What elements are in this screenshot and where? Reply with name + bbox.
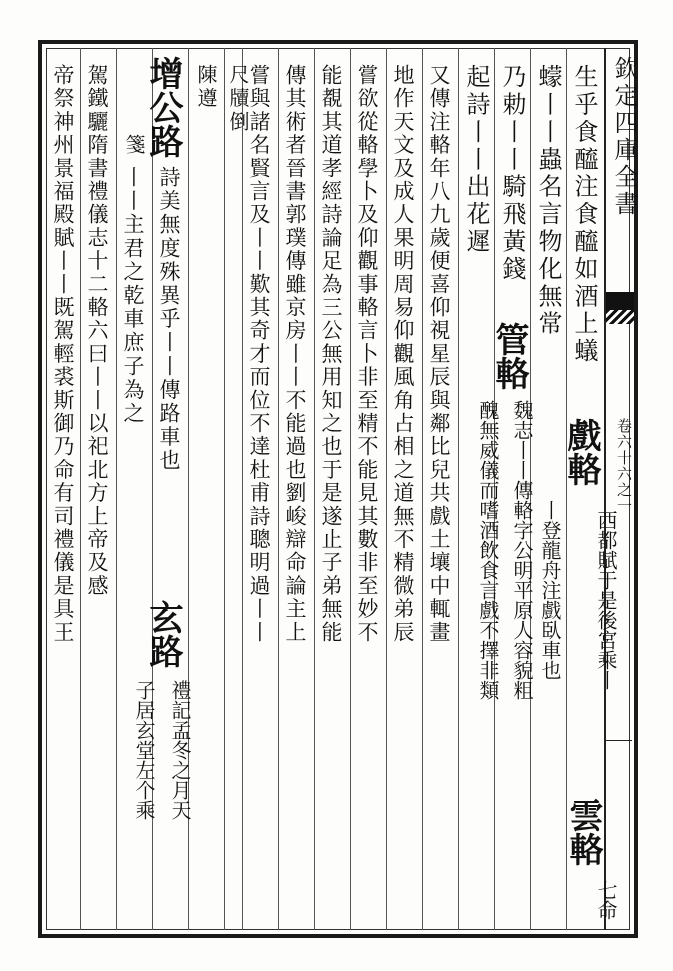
column-rule (80, 48, 81, 930)
text-column-10: 嘗與諸名賢言及丨丨歎其奇才而位不達杜甫詩聰明過丨丨 (247, 64, 271, 644)
strip-rule (606, 740, 632, 741)
text-column-14: 丨丨主君之乾車庶子為之 (121, 166, 145, 426)
text-column-16: 帝祭神州景福殿賦丨丨既駕輕裘斯御乃命有司禮儀是具王 (51, 64, 75, 644)
column-rule (458, 48, 459, 930)
text-column-1: 生乎食醯注食醯如酒上蟻 (570, 64, 598, 366)
text-column-13: 詩美無度殊異乎丨丨傳路車也 (157, 166, 181, 473)
text-column-11: 尺牘倒 (226, 64, 250, 135)
note-yun-lu: 七命 (594, 880, 618, 920)
headword-guan-lu: 管輅 (489, 322, 529, 390)
text-column-5: 又傳注輅年八九歲便喜仰視星辰與鄰比兒共戲土壤中輒畫 (427, 64, 451, 644)
column-rule (350, 48, 351, 930)
library-title: 欽定四庫全書 (610, 56, 638, 218)
column-rule (242, 48, 243, 930)
text-column-4: 起詩丨丨出花遲 (462, 64, 490, 256)
text-column-3: 乃勅丨丨騎飛黃錢 (498, 64, 526, 284)
volume-label: 卷六十六之一 (615, 418, 633, 514)
column-rule (314, 48, 315, 930)
note-guan-lu: 魏志丨丨傳輅字公明平原人容貌粗 (510, 400, 534, 700)
text-column-15: 駕鐵驪隋書禮儀志十二輅六曰丨丨以祀北方上帝及感 (85, 64, 109, 598)
note-xi-lu: 西都賦于是後宮乘丨 (594, 510, 618, 690)
column-rule (278, 48, 279, 930)
headword-xuan-lu: 玄路 (143, 600, 183, 668)
note-guan-lu-2: 醜無威儀而嗜酒飲食言戲不擇非類 (476, 400, 500, 700)
column-rule (422, 48, 423, 930)
note-zeng: 箋 (122, 134, 146, 154)
text-column-12: 陳遵 (194, 64, 218, 111)
note-xi-lu-2: 丨登龍舟注戲臥車也 (538, 500, 562, 680)
fish-tail-mark (606, 292, 634, 310)
column-rule (386, 48, 387, 930)
text-column-7: 嘗欲從輅學卜及仰觀事輅言卜非至精不能見其數非至妙不 (355, 64, 379, 644)
text-column-9: 傳其術者晉書郭璞傳雖京房丨丨不能過也劉峻辯命論主上 (283, 64, 307, 644)
note-xuan-2: 子居玄堂左个乘 (132, 680, 156, 820)
fish-tail-hatch (606, 310, 634, 324)
text-column-2: 蠓丨丨蟲名言物化無常 (534, 64, 562, 338)
text-column-6: 地作天文及成人果明周易仰觀風角占相之道無不精微弟辰 (391, 64, 415, 644)
headword-xi-lu: 戲輅 (561, 418, 601, 486)
text-column-8: 能覩其道孝經詩論足為三公無用知之也于是遂止子弟無能 (319, 64, 343, 644)
note-xuan: 禮記孟冬之月天 (168, 680, 192, 820)
headword-yun-lu: 雲輅 (563, 798, 603, 866)
column-rule (224, 48, 225, 930)
column-rule (116, 48, 117, 930)
headword-zeng-gong-lu: 增公路 (143, 56, 183, 158)
